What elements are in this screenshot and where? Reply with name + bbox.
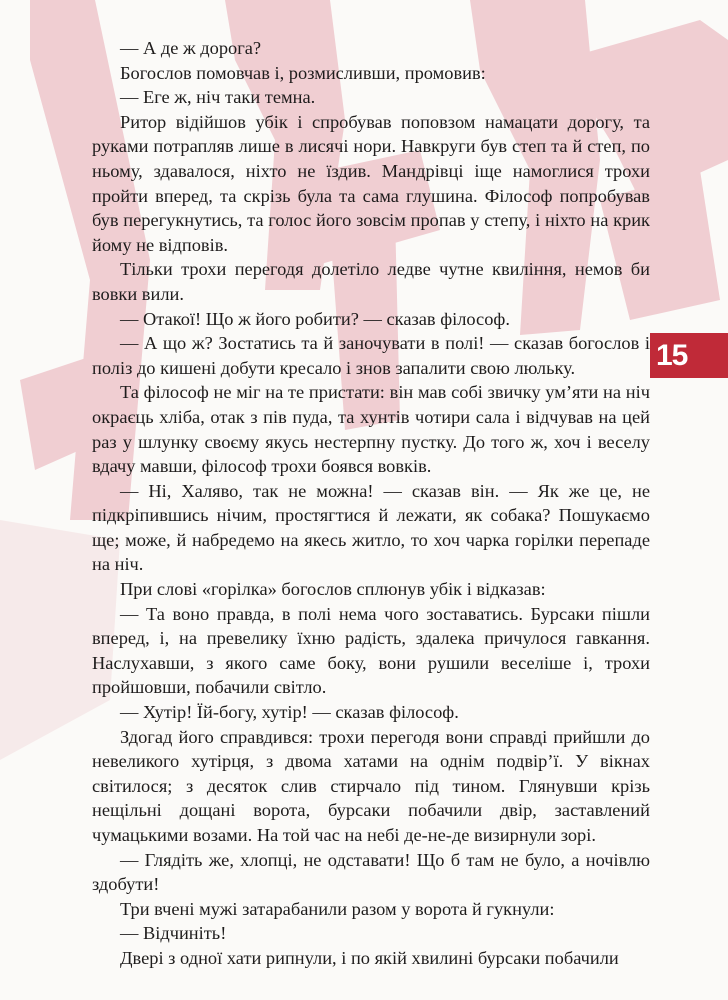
paragraph: — Глядіть же, хлопці, не одставати! Що б там не було, а ночівлю здобути! — [92, 849, 650, 895]
paragraph: — Еге ж, ніч таки темна. — [120, 87, 316, 108]
paragraph: — Відчиніть! — [120, 923, 227, 944]
page-number-tab — [650, 333, 728, 378]
paragraph: Двері з одної хати рипнули, і по якій хвилині бурсаки побачили — [120, 947, 619, 968]
paragraph: Богослов помовчав і, розмисливши, промовив: — [120, 62, 486, 83]
main-text — [92, 36, 650, 971]
paragraph: Ритор відійшов убік і спробував поповзом намацати дорогу, та руками потрапляв лише в лисячі нори. Навкруги був степ та й степ, по ньому, здавалося, ніхто не їздив. Мандрівці іще намоглися трохи пройти вперед, та скрізь була та сама глушина. Філософ попробував був перегукнутись, та голос його зовсім пропав у степу, і ніхто на крик йому не відповів. — [92, 111, 650, 255]
paragraph: Тільки трохи перегодя долетіло ледве чутне квиління, немов би вовки вили. — [92, 259, 650, 304]
paragraph: Здогад його справдився: трохи перегодя вони справді прийшли до невеликого хутірця, з двома хатами на однім подвір’ї. У вікнах світилося; з десяток слив стирчало під тином. Глянувши крізь нещільні дощані ворота, бурсаки побачили двір, заставлений чумацькими возами. На той час на небі де-не-де визирнули зорі. — [92, 726, 650, 845]
paragraph: Та філософ не міг на те пристати: він мав собі звичку ум’яти на ніч окраєць хліба, отак з пів пуда, та хунтів чотири сала і відчував на цей раз у шлунку своєму якусь нестерпну пустку. До того ж, хоч і веселу вдачу мавши, філософ трохи боявся вовків. — [92, 382, 650, 477]
paragraph: — Хутір! Їй-богу, хутір! — сказав філософ. — [120, 702, 459, 723]
paragraph: При слові «горілка» богослов сплюнув убік і відказав: — [120, 579, 546, 600]
paragraph: — Отакої! Що ж його робити? — сказав філософ. — [120, 308, 510, 329]
paragraph: — Та воно правда, в полі нема чого зоставатись. Бурсаки пішли вперед, і, на превелику їхню радість, здалека причулося гавкання. Наслухавши, з якого саме боку, вони рушили веселіше і, трохи пройшовши, побачили світло. — [92, 603, 650, 698]
paragraph: — А де ж дорога? — [120, 38, 262, 58]
page-number: 15 — [656, 339, 688, 372]
paragraph: — А що ж? Зостатись та й заночувати в полі! — сказав богослов і поліз до кишені добути кресало і знов запалити свою люльку. — [92, 333, 650, 378]
paragraph: — Ні, Халяво, так не можна! — сказав він. — Як же це, не підкріпившись нічим, простягтися й лежати, як собака? Пошукаємо ще; може, й набредемо на якесь житло, то хоч чарка горілки перепаде на ніч. — [92, 480, 650, 575]
paragraph: Три вчені мужі затарабанили разом у ворота й гукнули: — [120, 898, 555, 919]
